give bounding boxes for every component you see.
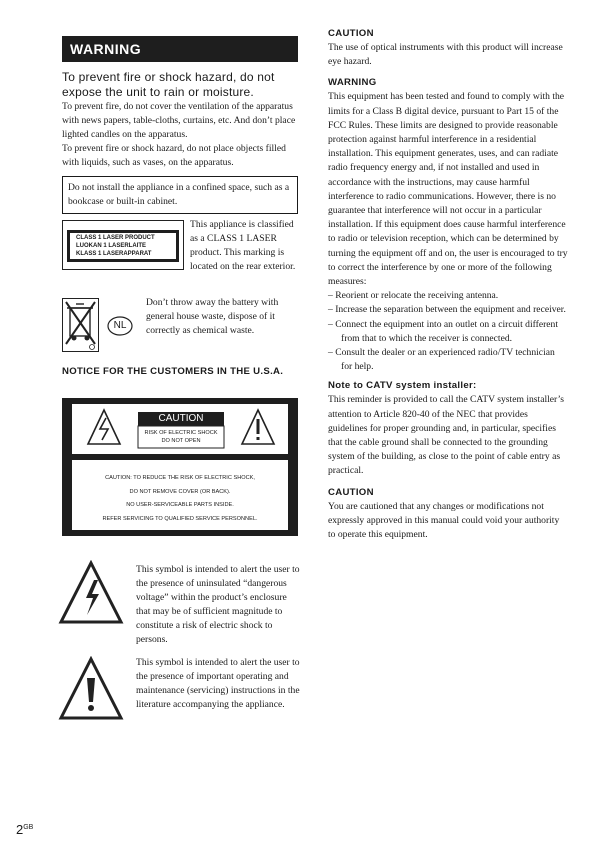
liquids-paragraph: To prevent fire or shock hazard, do not place objects filled with liquids, such as vases, on the apparatus. — [62, 143, 286, 168]
fcc-warning-heading: WARNING — [328, 77, 377, 89]
laser-product-label — [62, 220, 184, 270]
caution-optical-text: The use of optical instruments with this product will increase eye hazard. — [328, 42, 563, 68]
battery-disposal-text: Don’t throw away the battery with general house waste, dispose of it correctly as chemical waste. — [146, 297, 279, 336]
catv-text: This reminder is provided to call the CATV system installer’s attention to Article 820-40 of the NEC that provides guidelines for proper grounding and, in particular, specifies that the cable ground shall be connected to the grounding system of the building, as close to the point of cable entry as practical. — [328, 394, 564, 477]
interference-measures-list — [328, 289, 568, 374]
caution-label-line-4: REFER SERVICING TO QUALIFIED SERVICE PERSONNEL. — [102, 515, 258, 522]
caution-label-title: CAUTION — [158, 413, 204, 424]
dangerous-voltage-icon — [58, 560, 124, 626]
caution-label-sub-2: DO NOT OPEN — [161, 438, 201, 444]
right-column — [328, 28, 568, 542]
laser-label-line-3: KLASS 1 LASERAPPARAT — [76, 251, 152, 257]
list-item: – Connect the equipment into an outlet on a circuit different from that to which the receiver is connected. — [328, 318, 559, 344]
ventilation-paragraph: To prevent fire, do not cover the ventilation of the apparatus with news papers, table-cloths, curtains, etc. And don’t place lighted candles on the apparatus. — [62, 101, 296, 140]
warning-banner: WARNING — [62, 36, 298, 62]
page-number-value: 2 — [16, 822, 24, 837]
installation-note-box: Do not install the appliance in a confined space, such as a bookcase or built-in cabinet. — [62, 176, 298, 214]
caution-shock-label — [62, 398, 298, 536]
laser-class-text: This appliance is classified as a CLASS 1 LASER product. This marking is located on the rear exterior. — [190, 219, 296, 272]
voltage-symbol-text: This symbol is intended to alert the user to the presence of uninsulated “dangerous voltage” within the product’s enclosure that may be of sufficient magnitude to constitute a risk of electric shock to persons. — [136, 564, 300, 645]
usa-notice-heading: NOTICE FOR THE CUSTOMERS IN THE U.S.A. — [62, 366, 284, 377]
page-number-suffix: GB — [23, 824, 34, 831]
lead-warning-text: To prevent fire or shock hazard, do not expose the unit to rain or moisture. — [62, 70, 275, 99]
exclamation-warning-icon — [58, 656, 124, 722]
catv-heading: Note to CATV system installer: — [328, 380, 477, 392]
laser-label-line-2: LUOKAN 1 LASERLAITE — [76, 243, 147, 249]
battery-nl-badge: NL — [113, 320, 127, 331]
caution-modifications-text: You are cautioned that any changes or modifications not expressly approved in this manual could void your authority to operate this equipment. — [328, 500, 560, 541]
list-item: – Increase the separation between the equipment and receiver. — [328, 304, 566, 316]
caution-label-line-1: CAUTION: TO REDUCE THE RISK OF ELECTRIC SHOCK, — [105, 475, 255, 481]
caution-optical-heading: CAUTION — [328, 28, 374, 39]
list-item: – Consult the dealer or an experienced radio/TV technician for help. — [328, 347, 555, 373]
caution-modifications-heading: CAUTION — [328, 486, 374, 498]
page-number — [16, 822, 33, 837]
battery-disposal-symbol — [62, 298, 140, 352]
laser-label-line-1: CLASS 1 LASER PRODUCT — [76, 235, 155, 241]
caution-label-sub-1: RISK OF ELECTRIC SHOCK — [144, 430, 218, 436]
caution-label-line-2: DO NOT REMOVE COVER (OR BACK). — [129, 488, 231, 495]
fcc-warning-text: This equipment has been tested and found to comply with the limits for a Class B digital device, pursuant to Part 15 of the FCC Rules. These limits are designed to provide reasonable protection against harmful interference in a residential installation. This equipment generates, uses, and can radiate radio frequency energy and, if not installed and used in accordance with the instructions, may cause harmful interference to radio communications. However, there is no guarantee that interference will not occur in a particular installation. If this equipment does cause harmful interference to radio or television reception, which can be determined by turning the equipment off and on, the user is encouraged to try to correct the interference by one or more of the following measures: — [328, 91, 568, 288]
left-column — [62, 36, 298, 214]
instructions-symbol-text: This symbol is intended to alert the user to the presence of important operating and maintenance (servicing) instructions in the literature accompanying the appliance. — [136, 657, 300, 710]
list-item: – Reorient or relocate the receiving antenna. — [328, 290, 499, 302]
caution-label-line-3: NO USER-SERVICEABLE PARTS INSIDE. — [126, 502, 234, 508]
